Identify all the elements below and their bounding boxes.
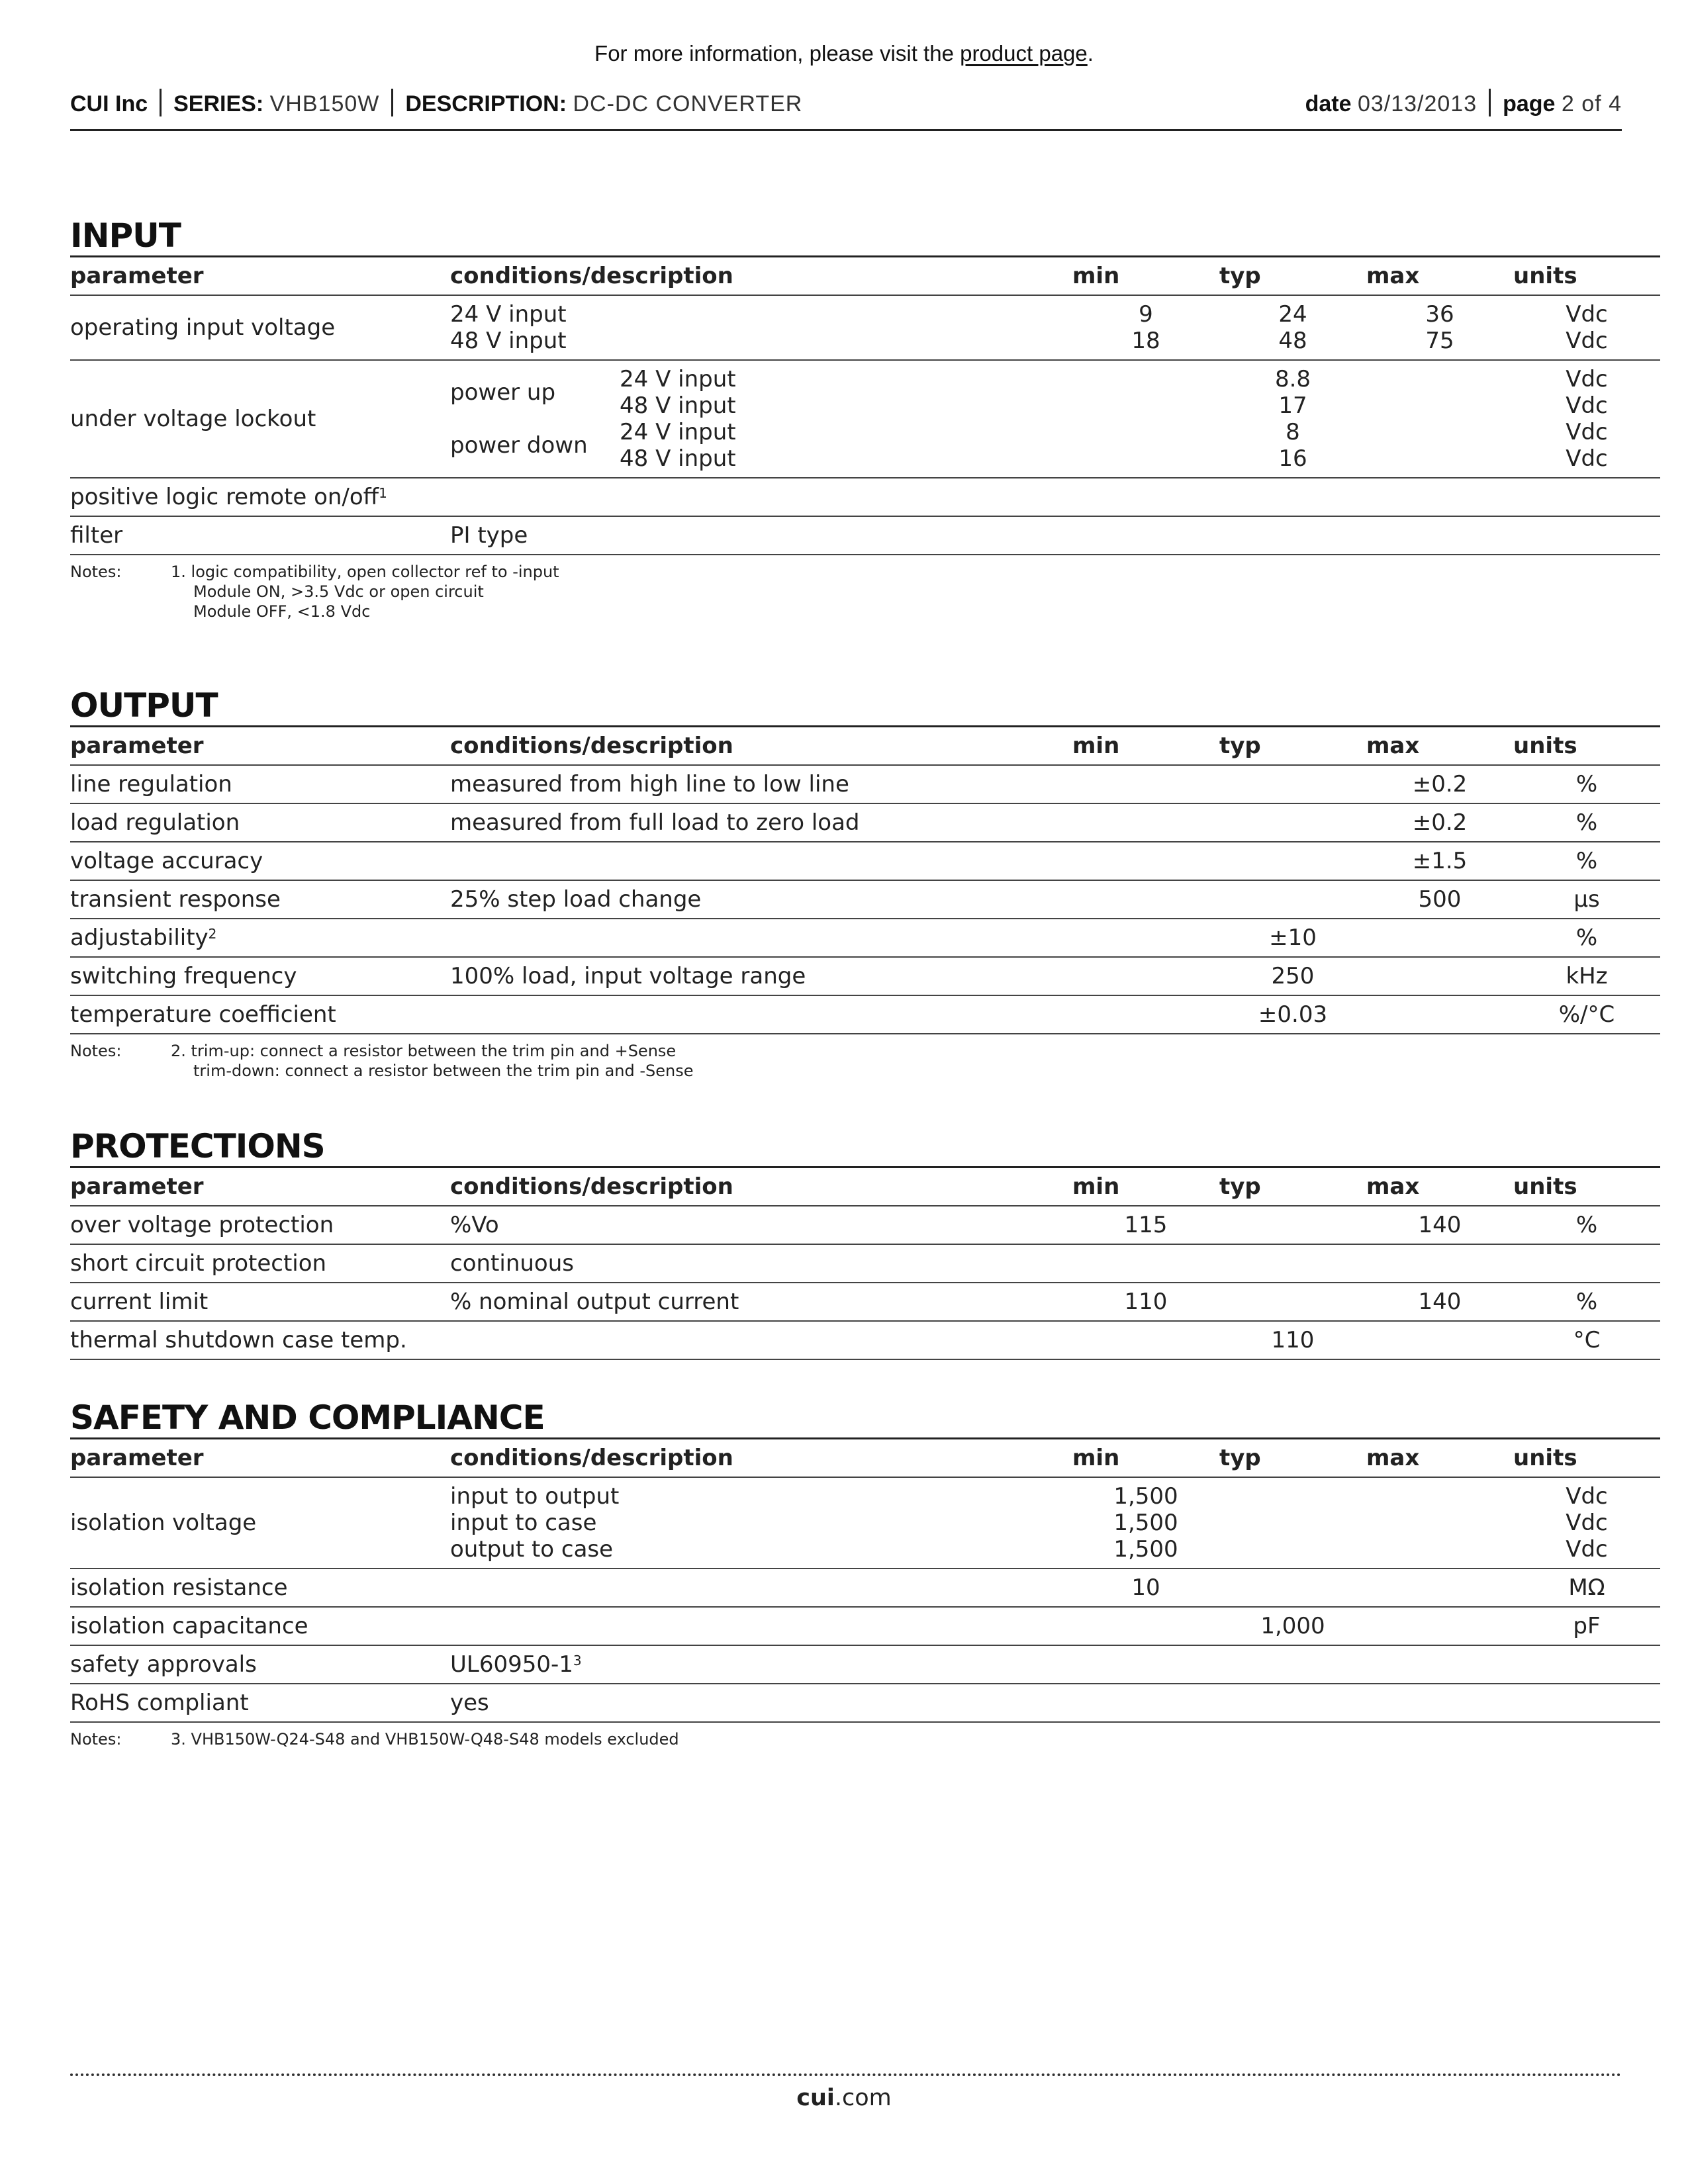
table-header-row: [70, 1167, 1660, 1206]
typ-cell: [1219, 1206, 1366, 1244]
units-cell: %: [1513, 842, 1660, 880]
cond-line: 48 V input: [620, 445, 736, 472]
typ-cell: [1219, 1477, 1366, 1569]
header-divider: [391, 89, 393, 116]
max-cell: ±0.2: [1366, 803, 1513, 842]
note-line: 2. trim-up: connect a resistor between the trim pin and +Sense: [171, 1042, 677, 1060]
protections-section: [70, 1126, 1622, 1360]
table-row: [70, 295, 1660, 360]
typ-cell: [1219, 880, 1366, 919]
param-cell: isolation capacitance: [70, 1607, 450, 1645]
units-cell: %: [1513, 1206, 1660, 1244]
footer-domain: .com: [834, 2085, 892, 2111]
max-cell: [1366, 1321, 1513, 1359]
table-row: [70, 516, 1660, 555]
param-cell: RoHS compliant: [70, 1684, 450, 1722]
power-down-label: power down: [450, 432, 588, 459]
param-cell: under voltage lockout: [70, 360, 450, 478]
note-line: 3. VHB150W-Q24-S48 and VHB150W-Q48-S48 models excluded: [171, 1730, 679, 1749]
param-cell: [70, 765, 450, 803]
note-line: Module OFF, <1.8 Vdc: [193, 602, 371, 621]
min-value: 1,500: [1113, 1483, 1178, 1510]
units-cell: [1513, 360, 1660, 478]
table-header-row: [70, 257, 1660, 296]
typ-cell: [1219, 842, 1366, 880]
series-label: SERIES:: [173, 91, 264, 116]
cond-cell: continuous: [450, 1244, 1072, 1283]
units-value: Vdc: [1566, 445, 1608, 472]
section-title: OUTPUT: [70, 686, 218, 725]
typ-value: 48: [1278, 328, 1307, 354]
units-cell: °C: [1513, 1321, 1660, 1359]
header-right: [1305, 89, 1622, 117]
table-row: [70, 1206, 1660, 1244]
table-row: [70, 842, 1660, 880]
company-name: CUI Inc: [70, 91, 148, 116]
max-cell: 140: [1366, 1283, 1513, 1321]
notes-label: Notes:: [70, 1042, 122, 1060]
cond-cell: 100% load, input voltage range: [450, 957, 1072, 995]
max-cell: [1366, 295, 1513, 360]
cond-cell: [450, 995, 1072, 1034]
min-cell: [1072, 1244, 1219, 1283]
page-label: page: [1503, 91, 1556, 116]
protections-table: [70, 1166, 1660, 1360]
units-value: Vdc: [1566, 328, 1608, 354]
param-text: load regulation: [70, 809, 240, 836]
param-text: transient response: [70, 886, 281, 913]
table-row: [70, 765, 1660, 803]
param-cell: [70, 995, 450, 1034]
typ-cell: ±10: [1219, 919, 1366, 957]
param-text: line regulation: [70, 771, 232, 797]
footer-url[interactable]: [0, 2085, 1688, 2111]
min-value: 1,500: [1113, 1536, 1178, 1563]
param-cell: isolation voltage: [70, 1477, 450, 1569]
cond-cell: [450, 842, 1072, 880]
table-row: [70, 1684, 1660, 1722]
table-row: [70, 360, 1660, 478]
units-cell: μs: [1513, 880, 1660, 919]
col-max: max: [1366, 1439, 1513, 1478]
cond-cell: [450, 1321, 1072, 1359]
product-info-line: [0, 41, 1688, 66]
cond-cell: measured from high line to low line: [450, 765, 1072, 803]
max-cell: [1366, 360, 1513, 478]
typ-cell: [1219, 765, 1366, 803]
cond-cell: %Vo: [450, 1206, 1072, 1244]
table-row: [70, 1283, 1660, 1321]
table-row: [70, 919, 1660, 957]
footnote-ref: 2: [208, 926, 217, 942]
col-conditions: conditions/description: [450, 1167, 1072, 1206]
units-cell: [1513, 1477, 1660, 1569]
description-label: DESCRIPTION:: [405, 91, 567, 116]
col-min: min: [1072, 1439, 1219, 1478]
col-parameter: parameter: [70, 257, 450, 296]
units-cell: MΩ: [1513, 1569, 1660, 1607]
param-cell: isolation resistance: [70, 1569, 450, 1607]
max-cell: ±1.5: [1366, 842, 1513, 880]
cond-cell: [450, 360, 1072, 478]
table-row: [70, 1477, 1660, 1569]
col-units: units: [1513, 257, 1660, 296]
units-cell: [1513, 295, 1660, 360]
date-value: 03/13/2013: [1357, 91, 1477, 116]
note-line: 1. logic compatibility, open collector ref to -input: [171, 563, 559, 581]
cond-text: UL60950-1: [450, 1651, 573, 1678]
units-cell: %: [1513, 1283, 1660, 1321]
power-up-group: [450, 366, 1072, 419]
col-min: min: [1072, 727, 1219, 766]
min-cell: [1072, 803, 1219, 842]
min-value: 9: [1139, 301, 1153, 328]
cond-line: 24 V input: [450, 301, 567, 328]
series-value: VHB150W: [269, 91, 380, 116]
col-parameter: parameter: [70, 1439, 450, 1478]
min-cell: [1072, 1321, 1219, 1359]
typ-cell: 110: [1219, 1321, 1366, 1359]
input-section: [70, 216, 1622, 621]
output-table: [70, 725, 1660, 1034]
param-cell: [70, 803, 450, 842]
page-header: [70, 89, 1622, 119]
header-rule: [70, 129, 1622, 131]
note-line: trim-down: connect a resistor between the trim pin and -Sense: [193, 1062, 694, 1080]
col-parameter: parameter: [70, 727, 450, 766]
units-value: Vdc: [1566, 301, 1608, 328]
notes-label: Notes:: [70, 1730, 122, 1749]
typ-cell: [1219, 1244, 1366, 1283]
col-units: units: [1513, 1439, 1660, 1478]
typ-cell: [1219, 360, 1366, 478]
table-row: [70, 1321, 1660, 1359]
units-value: Vdc: [1566, 419, 1608, 445]
output-section: [70, 686, 1622, 1081]
max-cell: [1366, 1477, 1513, 1569]
section-title: SAFETY AND COMPLIANCE: [70, 1398, 545, 1437]
param-text: voltage accuracy: [70, 848, 263, 874]
output-notes: [70, 1041, 1622, 1081]
min-cell: [1072, 1477, 1219, 1569]
input-notes: [70, 562, 1622, 621]
units-cell: pF: [1513, 1607, 1660, 1645]
table-row: [70, 1645, 1660, 1684]
cond-line: 24 V input: [620, 366, 736, 392]
info-tail: .: [1087, 41, 1094, 66]
units-cell: %: [1513, 765, 1660, 803]
table-row: [70, 1569, 1660, 1607]
col-conditions: conditions/description: [450, 727, 1072, 766]
table-row: [70, 478, 1660, 516]
max-value: 36: [1425, 301, 1454, 328]
units-cell: %/°C: [1513, 995, 1660, 1034]
min-cell: [1072, 995, 1219, 1034]
cond-cell: PI type: [450, 516, 1072, 555]
units-cell: [1513, 1244, 1660, 1283]
footnote-ref: 1: [379, 485, 387, 501]
cond-line: 48 V input: [450, 328, 567, 354]
min-cell: [1072, 842, 1219, 880]
cond-cell: 25% step load change: [450, 880, 1072, 919]
min-value: 18: [1131, 328, 1160, 354]
max-value: 75: [1425, 328, 1454, 354]
col-units: units: [1513, 1167, 1660, 1206]
power-down-group: [450, 419, 1072, 472]
cond-cell: [450, 919, 1072, 957]
section-title: PROTECTIONS: [70, 1127, 325, 1165]
max-cell: 500: [1366, 880, 1513, 919]
cond-cell: [450, 295, 1072, 360]
table-row: [70, 1244, 1660, 1283]
units-value: Vdc: [1566, 1483, 1608, 1510]
cond-line: 24 V input: [620, 419, 736, 445]
header-left: [70, 89, 802, 117]
input-table: [70, 255, 1660, 555]
max-cell: [1366, 1244, 1513, 1283]
table-header-row: [70, 727, 1660, 766]
col-typ: typ: [1219, 1439, 1366, 1478]
header-divider: [160, 89, 162, 116]
header-divider: [1489, 89, 1491, 116]
safety-notes: [70, 1729, 1622, 1749]
col-typ: typ: [1219, 727, 1366, 766]
min-cell: 110: [1072, 1283, 1219, 1321]
min-cell: [1072, 765, 1219, 803]
date-label: date: [1305, 91, 1352, 116]
param-cell: filter: [70, 516, 450, 555]
footer-rule: [70, 2073, 1622, 2076]
cond-cell: yes: [450, 1684, 1072, 1722]
param-cell: operating input voltage: [70, 295, 450, 360]
min-cell: [1072, 880, 1219, 919]
param-cell: [70, 957, 450, 995]
note-line: Module ON, >3.5 Vdc or open circuit: [193, 582, 484, 601]
units-cell: %: [1513, 803, 1660, 842]
section-title: INPUT: [70, 216, 181, 255]
info-text: For more information, please visit the: [594, 41, 961, 66]
min-cell: [1072, 957, 1219, 995]
min-cell: [1072, 919, 1219, 957]
param-cell: current limit: [70, 1283, 450, 1321]
param-cell: [70, 919, 450, 957]
param-cell: short circuit protection: [70, 1244, 450, 1283]
col-max: max: [1366, 257, 1513, 296]
param-cell: [70, 880, 450, 919]
param-text: adjustability: [70, 925, 209, 951]
col-max: max: [1366, 727, 1513, 766]
min-cell: [1072, 360, 1219, 478]
col-typ: typ: [1219, 1167, 1366, 1206]
param-text: switching frequency: [70, 963, 297, 989]
max-cell: ±0.2: [1366, 765, 1513, 803]
col-conditions: conditions/description: [450, 1439, 1072, 1478]
footer-brand: cui: [796, 2085, 835, 2111]
table-row: [70, 995, 1660, 1034]
units-cell: %: [1513, 919, 1660, 957]
cond-cell: [450, 1645, 1072, 1684]
safety-table: [70, 1437, 1660, 1723]
typ-cell: [1219, 295, 1366, 360]
max-cell: [1366, 957, 1513, 995]
col-units: units: [1513, 727, 1660, 766]
cond-line: 48 V input: [620, 392, 736, 419]
description-value: DC-DC CONVERTER: [573, 91, 803, 116]
typ-cell: [1219, 1283, 1366, 1321]
cond-line: input to output: [450, 1483, 620, 1510]
col-min: min: [1072, 1167, 1219, 1206]
min-cell: [1072, 295, 1219, 360]
units-value: Vdc: [1566, 1510, 1608, 1536]
param-cell: [70, 842, 450, 880]
typ-cell: 250: [1219, 957, 1366, 995]
typ-cell: ±0.03: [1219, 995, 1366, 1034]
footnote-ref: 3: [573, 1653, 582, 1668]
table-row: [70, 803, 1660, 842]
units-value: Vdc: [1566, 392, 1608, 419]
max-cell: [1366, 995, 1513, 1034]
param-cell: over voltage protection: [70, 1206, 450, 1244]
param-text: positive logic remote on/off: [70, 484, 379, 510]
col-max: max: [1366, 1167, 1513, 1206]
power-up-label: power up: [450, 379, 556, 406]
param-text: temperature coefficient: [70, 1001, 336, 1028]
units-cell: kHz: [1513, 957, 1660, 995]
typ-value: 16: [1278, 445, 1307, 472]
col-min: min: [1072, 257, 1219, 296]
cond-line: output to case: [450, 1536, 614, 1563]
cond-cell: [450, 1477, 1072, 1569]
table-row: [70, 957, 1660, 995]
max-cell: 140: [1366, 1206, 1513, 1244]
param-cell: [70, 478, 1072, 516]
col-parameter: parameter: [70, 1167, 450, 1206]
min-value: 1,500: [1113, 1510, 1178, 1536]
typ-cell: 1,000: [1219, 1607, 1366, 1645]
safety-section: [70, 1398, 1622, 1749]
table-header-row: [70, 1439, 1660, 1478]
page-value: 2 of 4: [1561, 91, 1622, 116]
cond-cell: measured from full load to zero load: [450, 803, 1072, 842]
typ-cell: [1219, 803, 1366, 842]
col-conditions: conditions/description: [450, 257, 1072, 296]
units-value: Vdc: [1566, 1536, 1608, 1563]
param-cell: thermal shutdown case temp.: [70, 1321, 450, 1359]
notes-label: Notes:: [70, 563, 122, 581]
product-page-link[interactable]: product page: [960, 41, 1088, 66]
units-value: Vdc: [1566, 366, 1608, 392]
min-cell: 10: [1072, 1569, 1219, 1607]
cond-line: input to case: [450, 1510, 597, 1536]
max-cell: [1366, 919, 1513, 957]
typ-value: 8.8: [1274, 366, 1311, 392]
col-typ: typ: [1219, 257, 1366, 296]
table-row: [70, 880, 1660, 919]
typ-value: 8: [1286, 419, 1300, 445]
typ-value: 24: [1278, 301, 1307, 328]
cond-cell: % nominal output current: [450, 1283, 1072, 1321]
typ-value: 17: [1278, 392, 1307, 419]
table-row: [70, 1607, 1660, 1645]
param-cell: safety approvals: [70, 1645, 450, 1684]
min-cell: 115: [1072, 1206, 1219, 1244]
